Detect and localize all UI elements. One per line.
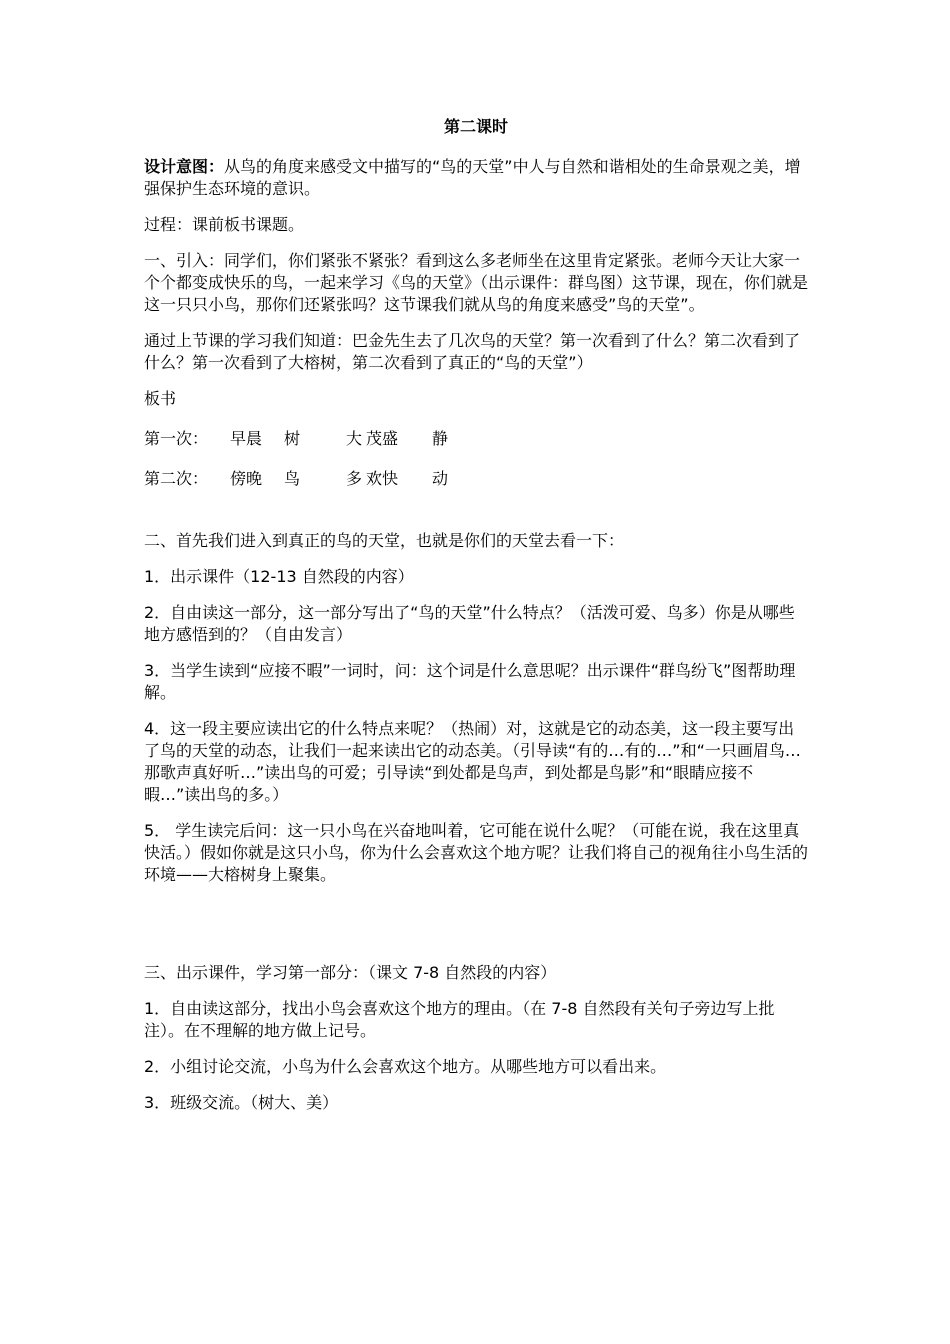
board-cell: 多	[346, 469, 363, 488]
board-cell: 欢快	[366, 469, 399, 488]
board-cell: 动	[432, 469, 449, 488]
board-cell: 树	[284, 429, 301, 448]
board-cell: 大	[346, 429, 363, 448]
board-cell: 鸟	[284, 469, 301, 488]
design-intent-paragraph	[144, 156, 808, 200]
section2-heading: 二、首先我们进入到真正的鸟的天堂，也就是你们的天堂去看一下：	[144, 531, 625, 550]
board-cell: 静	[432, 429, 449, 448]
design-intent-text: 从鸟的角度来感受文中描写的“鸟的天堂”中人与自然和谐相处的生命景观之美，增强保护生态环境的意识。	[144, 157, 801, 198]
section3-item: 2．小组讨论交流，小鸟为什么会喜欢这个地方。从哪些地方可以看出来。	[144, 1057, 667, 1076]
section3-heading: 三、出示课件，学习第一部分：（课文 7-8 自然段的内容）	[144, 963, 557, 982]
design-intent-label: 设计意图：	[144, 157, 225, 176]
board-cell: 第一次：	[144, 429, 209, 448]
section2-item: 4．这一段主要应读出它的什么特点来呢？（热闹）对，这就是它的动态美，这一段主要写出了鸟的天堂的动态，让我们一起来读出它的动态美。（引导读“有的…有的…”和“一只画眉鸟…那歌声真好听…”读出鸟的可爱；引导读“到处都是鸟声，到处都是鸟影”和“眼睛应接不暇…”读出鸟的多。）	[144, 719, 801, 804]
section2-item: 2．自由读这一部分，这一部分写出了“鸟的天堂”什么特点？（活泼可爱、鸟多）你是从哪些地方感悟到的？（自由发言）	[144, 603, 795, 644]
section1-review: 通过上节课的学习我们知道：巴金先生去了几次鸟的天堂？第一次看到了什么？第二次看到了什么？第一次看到了大榕树，第二次看到了真正的“鸟的天堂”）	[144, 331, 801, 372]
section2-item: 1．出示课件（12-13 自然段的内容）	[144, 567, 414, 586]
spacer	[144, 900, 808, 962]
section3-item: 3．班级交流。（树大、美）	[144, 1093, 339, 1112]
board-label: 板书	[144, 389, 177, 408]
page-title: 第二课时	[443, 117, 508, 136]
document-page	[144, 116, 808, 1128]
board-cell: 茂盛	[366, 429, 399, 448]
section2-item: 3．当学生读到“应接不暇”一词时，问：这个词是什么意思呢？出示课件“群鸟纷飞”图帮助理解。	[144, 661, 796, 702]
board-cell: 第二次：	[144, 469, 209, 488]
board-cell: 傍晚	[230, 469, 263, 488]
section1-intro: 一、引入：同学们，你们紧张不紧张？看到这么多老师坐在这里肯定紧张。老师今天让大家一个个都变成快乐的鸟，一起来学习《鸟的天堂》（出示课件：群鸟图）这节课，现在，你们就是这一只只小鸟，那你们还紧张吗？这节课我们就从鸟的角度来感受”鸟的天堂”。	[144, 251, 809, 314]
process-paragraph: 过程：课前板书课题。	[144, 215, 305, 234]
board-row-first	[144, 428, 808, 450]
section2-item: 5． 学生读完后问：这一只小鸟在兴奋地叫着，它可能在说什么呢？（可能在说，我在这里真快活。）假如你就是这只小鸟，你为什么会喜欢这个地方呢？让我们将自己的视角往小鸟生活的环境——大榕树身上聚集。	[144, 821, 809, 884]
board-row-second	[144, 468, 808, 490]
section3-item: 1．自由读这部分，找出小鸟会喜欢这个地方的理由。（在 7-8 自然段有关句子旁边写上批注）。在不理解的地方做上记号。	[144, 999, 775, 1040]
spacer	[144, 508, 808, 530]
board-cell: 早晨	[230, 429, 263, 448]
